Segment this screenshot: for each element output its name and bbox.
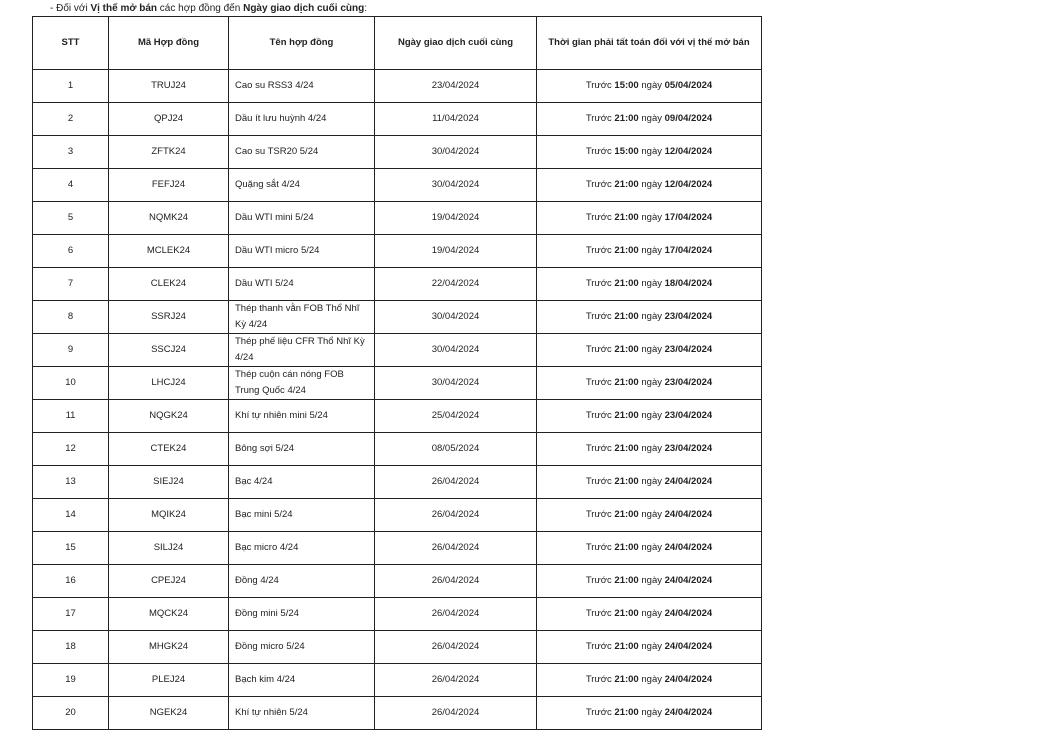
deadline-day-word: ngày [641, 311, 662, 322]
cell-contract-code: NQMK24 [109, 202, 229, 235]
deadline-date: 24/04/2024 [664, 542, 713, 553]
deadline-date: 24/04/2024 [664, 509, 713, 520]
cell-stt: 7 [33, 268, 109, 301]
cell-contract-code: QPJ24 [109, 103, 229, 136]
intro-prefix: - Đối với [50, 3, 91, 14]
cell-last-trade-date: 26/04/2024 [375, 466, 537, 499]
cell-contract-code: ZFTK24 [109, 136, 229, 169]
cell-contract-name: Cao su RSS3 4/24 [229, 70, 375, 103]
deadline-before: Trước [585, 641, 612, 652]
cell-last-trade-date: 19/04/2024 [375, 202, 537, 235]
cell-last-trade-date: 23/04/2024 [375, 70, 537, 103]
cell-contract-code: TRUJ24 [109, 70, 229, 103]
deadline-before: Trước [585, 443, 612, 454]
cell-stt: 10 [33, 367, 109, 400]
cell-last-trade-date: 26/04/2024 [375, 598, 537, 631]
cell-settlement-deadline [537, 202, 762, 235]
cell-contract-name: Quặng sắt 4/24 [229, 169, 375, 202]
deadline-day-word: ngày [641, 278, 662, 289]
deadline-date: 23/04/2024 [664, 344, 713, 355]
deadline-time: 21:00 [614, 476, 639, 487]
deadline-before: Trước [585, 278, 612, 289]
table-row [33, 598, 762, 631]
table-row [33, 499, 762, 532]
cell-stt: 12 [33, 433, 109, 466]
cell-last-trade-date: 25/04/2024 [375, 400, 537, 433]
header-contract-code: Mã Hợp đồng [109, 17, 229, 70]
deadline-time: 21:00 [614, 113, 639, 124]
table-row [33, 664, 762, 697]
cell-last-trade-date: 26/04/2024 [375, 565, 537, 598]
table-row [33, 70, 762, 103]
cell-contract-name: Thép cuộn cán nóng FOB Trung Quốc 4/24 [229, 367, 375, 400]
deadline-time: 21:00 [614, 212, 639, 223]
deadline-day-word: ngày [641, 344, 662, 355]
cell-settlement-deadline [537, 169, 762, 202]
cell-contract-code: MHGK24 [109, 631, 229, 664]
cell-contract-name: Thép phế liệu CFR Thổ Nhĩ Kỳ 4/24 [229, 334, 375, 367]
cell-last-trade-date: 11/04/2024 [375, 103, 537, 136]
cell-contract-name: Dầu WTI mini 5/24 [229, 202, 375, 235]
cell-contract-code: CLEK24 [109, 268, 229, 301]
cell-settlement-deadline [537, 598, 762, 631]
table-row [33, 466, 762, 499]
cell-contract-name: Dầu WTI micro 5/24 [229, 235, 375, 268]
table-row [33, 103, 762, 136]
header-contract-name: Tên hợp đồng [229, 17, 375, 70]
table-body [33, 70, 762, 730]
deadline-time: 21:00 [614, 443, 639, 454]
deadline-date: 24/04/2024 [664, 707, 713, 718]
cell-stt: 3 [33, 136, 109, 169]
cell-contract-code: LHCJ24 [109, 367, 229, 400]
deadline-before: Trước [585, 113, 612, 124]
table-row [33, 301, 762, 334]
cell-contract-name: Đồng mini 5/24 [229, 598, 375, 631]
deadline-time: 21:00 [614, 509, 639, 520]
deadline-date: 18/04/2024 [664, 278, 713, 289]
cell-last-trade-date: 08/05/2024 [375, 433, 537, 466]
cell-stt: 17 [33, 598, 109, 631]
cell-settlement-deadline [537, 631, 762, 664]
cell-contract-code: NQGK24 [109, 400, 229, 433]
deadline-before: Trước [585, 245, 612, 256]
deadline-day-word: ngày [641, 641, 662, 652]
table-row [33, 334, 762, 367]
deadline-day-word: ngày [641, 575, 662, 586]
deadline-date: 17/04/2024 [664, 212, 713, 223]
deadline-date: 23/04/2024 [664, 377, 713, 388]
cell-contract-name: Cao su TSR20 5/24 [229, 136, 375, 169]
intro-bold-last-trade: Ngày giao dịch cuối cùng [243, 3, 365, 14]
cell-stt: 15 [33, 532, 109, 565]
cell-contract-code: CTEK24 [109, 433, 229, 466]
deadline-day-word: ngày [641, 608, 662, 619]
cell-settlement-deadline [537, 499, 762, 532]
deadline-before: Trước [585, 509, 612, 520]
deadline-date: 23/04/2024 [664, 410, 713, 421]
cell-contract-name: Bạc 4/24 [229, 466, 375, 499]
table-row [33, 268, 762, 301]
deadline-day-word: ngày [641, 212, 662, 223]
deadline-day-word: ngày [641, 80, 662, 91]
deadline-time: 21:00 [614, 344, 639, 355]
cell-last-trade-date: 30/04/2024 [375, 334, 537, 367]
deadline-day-word: ngày [641, 542, 662, 553]
deadline-before: Trước [585, 80, 612, 91]
cell-settlement-deadline [537, 268, 762, 301]
deadline-before: Trước [585, 146, 612, 157]
deadline-time: 21:00 [614, 707, 639, 718]
cell-settlement-deadline [537, 532, 762, 565]
cell-stt: 18 [33, 631, 109, 664]
deadline-time: 21:00 [614, 311, 639, 322]
cell-last-trade-date: 26/04/2024 [375, 532, 537, 565]
cell-last-trade-date: 19/04/2024 [375, 235, 537, 268]
deadline-day-word: ngày [641, 377, 662, 388]
deadline-day-word: ngày [641, 245, 662, 256]
deadline-time: 21:00 [614, 278, 639, 289]
table-row [33, 697, 762, 730]
cell-settlement-deadline [537, 466, 762, 499]
deadline-date: 12/04/2024 [664, 146, 713, 157]
cell-contract-code: FEFJ24 [109, 169, 229, 202]
cell-stt: 2 [33, 103, 109, 136]
cell-contract-code: MQCK24 [109, 598, 229, 631]
cell-last-trade-date: 30/04/2024 [375, 169, 537, 202]
cell-contract-name: Khí tự nhiên 5/24 [229, 697, 375, 730]
table-row [33, 367, 762, 400]
deadline-before: Trước [585, 608, 612, 619]
cell-contract-name: Bạch kim 4/24 [229, 664, 375, 697]
deadline-date: 17/04/2024 [664, 245, 713, 256]
deadline-date: 24/04/2024 [664, 476, 713, 487]
cell-settlement-deadline [537, 367, 762, 400]
deadline-before: Trước [585, 410, 612, 421]
cell-stt: 19 [33, 664, 109, 697]
cell-stt: 11 [33, 400, 109, 433]
deadline-date: 23/04/2024 [664, 443, 713, 454]
deadline-day-word: ngày [641, 707, 662, 718]
deadline-day-word: ngày [641, 410, 662, 421]
cell-stt: 9 [33, 334, 109, 367]
deadline-before: Trước [585, 377, 612, 388]
table-row [33, 433, 762, 466]
cell-contract-name: Bông sợi 5/24 [229, 433, 375, 466]
deadline-before: Trước [585, 707, 612, 718]
deadline-before: Trước [585, 476, 612, 487]
cell-stt: 6 [33, 235, 109, 268]
intro-text [50, 2, 367, 16]
deadline-day-word: ngày [641, 476, 662, 487]
deadline-day-word: ngày [641, 443, 662, 454]
deadline-date: 24/04/2024 [664, 575, 713, 586]
cell-contract-name: Khí tự nhiên mini 5/24 [229, 400, 375, 433]
table-row [33, 631, 762, 664]
cell-stt: 8 [33, 301, 109, 334]
deadline-before: Trước [585, 311, 612, 322]
table-row [33, 400, 762, 433]
deadline-day-word: ngày [641, 146, 662, 157]
cell-settlement-deadline [537, 565, 762, 598]
intro-bold-open-sell: Vị thế mở bán [90, 3, 158, 14]
cell-settlement-deadline [537, 136, 762, 169]
cell-stt: 5 [33, 202, 109, 235]
contracts-table [32, 16, 762, 730]
deadline-time: 21:00 [614, 377, 639, 388]
cell-settlement-deadline [537, 103, 762, 136]
cell-contract-name: Bạc mini 5/24 [229, 499, 375, 532]
deadline-time: 15:00 [614, 146, 639, 157]
cell-contract-name: Dầu WTI 5/24 [229, 268, 375, 301]
cell-stt: 14 [33, 499, 109, 532]
deadline-time: 21:00 [614, 575, 639, 586]
deadline-date: 12/04/2024 [664, 179, 713, 190]
cell-contract-name: Đồng 4/24 [229, 565, 375, 598]
deadline-before: Trước [585, 212, 612, 223]
cell-settlement-deadline [537, 334, 762, 367]
cell-stt: 1 [33, 70, 109, 103]
table-row [33, 169, 762, 202]
cell-contract-code: SILJ24 [109, 532, 229, 565]
cell-contract-name: Dầu ít lưu huỳnh 4/24 [229, 103, 375, 136]
cell-stt: 16 [33, 565, 109, 598]
deadline-time: 15:00 [614, 80, 639, 91]
cell-stt: 13 [33, 466, 109, 499]
deadline-time: 21:00 [614, 179, 639, 190]
deadline-date: 23/04/2024 [664, 311, 713, 322]
cell-contract-code: PLEJ24 [109, 664, 229, 697]
cell-last-trade-date: 26/04/2024 [375, 697, 537, 730]
cell-contract-code: SSRJ24 [109, 301, 229, 334]
deadline-time: 21:00 [614, 410, 639, 421]
cell-stt: 20 [33, 697, 109, 730]
cell-settlement-deadline [537, 664, 762, 697]
deadline-date: 24/04/2024 [664, 674, 713, 685]
deadline-day-word: ngày [641, 509, 662, 520]
cell-contract-code: MCLEK24 [109, 235, 229, 268]
deadline-before: Trước [585, 674, 612, 685]
cell-contract-code: SSCJ24 [109, 334, 229, 367]
deadline-day-word: ngày [641, 674, 662, 685]
cell-settlement-deadline [537, 433, 762, 466]
table-row [33, 136, 762, 169]
deadline-before: Trước [585, 542, 612, 553]
cell-stt: 4 [33, 169, 109, 202]
cell-last-trade-date: 26/04/2024 [375, 499, 537, 532]
cell-last-trade-date: 26/04/2024 [375, 664, 537, 697]
deadline-time: 21:00 [614, 245, 639, 256]
cell-contract-code: CPEJ24 [109, 565, 229, 598]
header-settlement-deadline: Thời gian phải tất toán đối với vị thế mở bán [537, 17, 762, 70]
deadline-before: Trước [585, 575, 612, 586]
cell-last-trade-date: 30/04/2024 [375, 136, 537, 169]
cell-last-trade-date: 30/04/2024 [375, 301, 537, 334]
table-row [33, 565, 762, 598]
deadline-time: 21:00 [614, 674, 639, 685]
cell-settlement-deadline [537, 697, 762, 730]
cell-settlement-deadline [537, 301, 762, 334]
deadline-date: 05/04/2024 [664, 80, 713, 91]
deadline-time: 21:00 [614, 608, 639, 619]
cell-last-trade-date: 30/04/2024 [375, 367, 537, 400]
deadline-date: 09/04/2024 [664, 113, 713, 124]
deadline-time: 21:00 [614, 641, 639, 652]
header-last-trade-date: Ngày giao dịch cuối cùng [375, 17, 537, 70]
deadline-date: 24/04/2024 [664, 608, 713, 619]
cell-settlement-deadline [537, 70, 762, 103]
intro-suffix: : [364, 3, 367, 14]
cell-last-trade-date: 22/04/2024 [375, 268, 537, 301]
table-row [33, 202, 762, 235]
deadline-day-word: ngày [641, 113, 662, 124]
cell-last-trade-date: 26/04/2024 [375, 631, 537, 664]
deadline-before: Trước [585, 344, 612, 355]
deadline-time: 21:00 [614, 542, 639, 553]
table-row [33, 532, 762, 565]
deadline-before: Trước [585, 179, 612, 190]
deadline-day-word: ngày [641, 179, 662, 190]
deadline-date: 24/04/2024 [664, 641, 713, 652]
cell-settlement-deadline [537, 400, 762, 433]
cell-contract-code: SIEJ24 [109, 466, 229, 499]
intro-middle: các hợp đồng đến [157, 3, 244, 14]
table-header-row [33, 17, 762, 70]
cell-contract-code: NGEK24 [109, 697, 229, 730]
cell-contract-name: Bạc micro 4/24 [229, 532, 375, 565]
cell-contract-code: MQIK24 [109, 499, 229, 532]
cell-contract-name: Đồng micro 5/24 [229, 631, 375, 664]
cell-contract-name: Thép thanh vằn FOB Thổ Nhĩ Kỳ 4/24 [229, 301, 375, 334]
header-stt: STT [33, 17, 109, 70]
table-row [33, 235, 762, 268]
cell-settlement-deadline [537, 235, 762, 268]
